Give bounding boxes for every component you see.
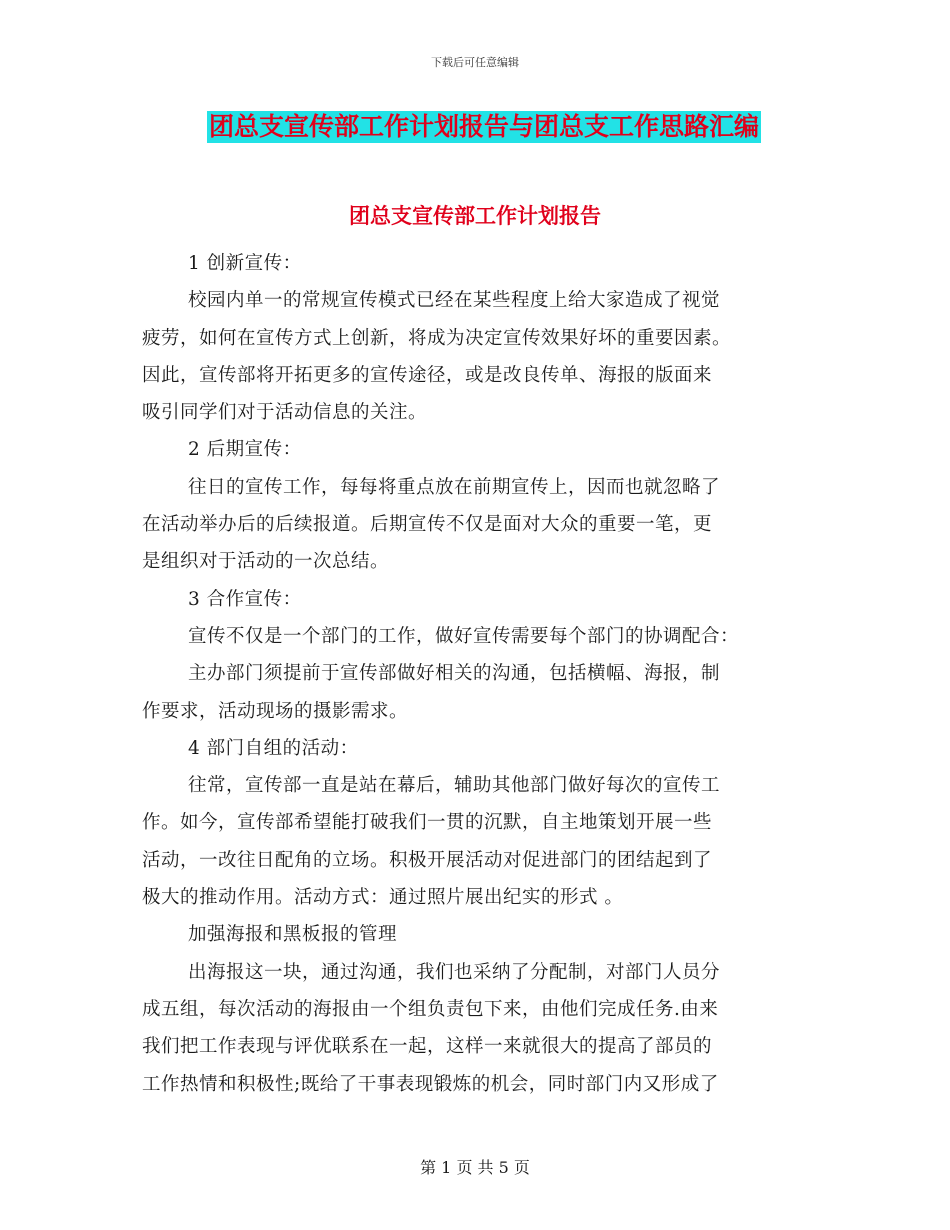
body-line: 出海报这一块，通过沟通，我们也采纳了分配制，对部门人员分 [188, 961, 721, 983]
body-line: 4 部门自组的活动： [188, 737, 359, 759]
body-line: 3 合作宣传： [188, 588, 302, 610]
body-line: 工作热情和积极性;既给了干事表现锻炼的机会，同时部门内又形成了 [142, 1073, 719, 1095]
body-line: 1 创新宣传： [188, 253, 302, 274]
body-line: 疲劳，如何在宣传方式上创新，将成为决定宣传效果好坏的重要因素。 [142, 327, 732, 349]
body-line: 加强海报和黑板报的管理 [188, 924, 398, 946]
body-line: 2 后期宣传： [188, 439, 302, 461]
body-line: 往日的宣传工作，每每将重点放在前期宣传上，因而也就忽略了 [188, 476, 721, 498]
body-line: 主办部门须提前于宣传部做好相关的沟通，包括横幅、海报，制 [188, 663, 721, 685]
body-line: 在活动举办后的后续报道。后期宣传不仅是面对大众的重要一笔，更 [142, 514, 713, 536]
body-line: 作。如今，宣传部希望能打破我们一贯的沉默，自主地策划开展一些 [142, 812, 713, 834]
document-body [142, 245, 802, 1103]
document-main-title: 团总支宣传部工作计划报告与团总支工作思路汇编 [209, 112, 760, 141]
body-line: 活动，一改往日配角的立场。积极开展活动对促进部门的团结起到了 [142, 849, 713, 871]
body-line: 极大的推动作用。活动方式：通过照片展出纪实的形式 。 [142, 887, 624, 909]
body-line: 吸引同学们对于活动信息的关注。 [142, 402, 428, 424]
body-line: 我们把工作表现与评优联系在一起，这样一来就很大的提高了部员的 [142, 1036, 713, 1058]
body-line: 往常，宣传部一直是站在幕后，辅助其他部门做好每次的宣传工 [188, 775, 721, 797]
body-line: 校园内单一的常规宣传模式已经在某些程度上给大家造成了视觉 [188, 290, 721, 312]
body-line: 因此，宣传部将开拓更多的宣传途径，或是改良传单、海报的版面来 [142, 364, 713, 386]
body-line: 成五组，每次活动的海报由一个组负责包下来，由他们完成任务.由来 [142, 998, 719, 1020]
page-footer: 第 1 页 共 5 页 [420, 1158, 530, 1177]
header-note: 下载后可任意编辑 [431, 56, 519, 69]
body-line: 作要求，活动现场的摄影需求。 [142, 700, 409, 722]
document-sub-title: 团总支宣传部工作计划报告 [349, 203, 601, 228]
body-line: 宣传不仅是一个部门的工作，做好宣传需要每个部门的协调配合： [188, 625, 740, 647]
body-line: 是组织对于活动的一次总结。 [142, 551, 390, 573]
